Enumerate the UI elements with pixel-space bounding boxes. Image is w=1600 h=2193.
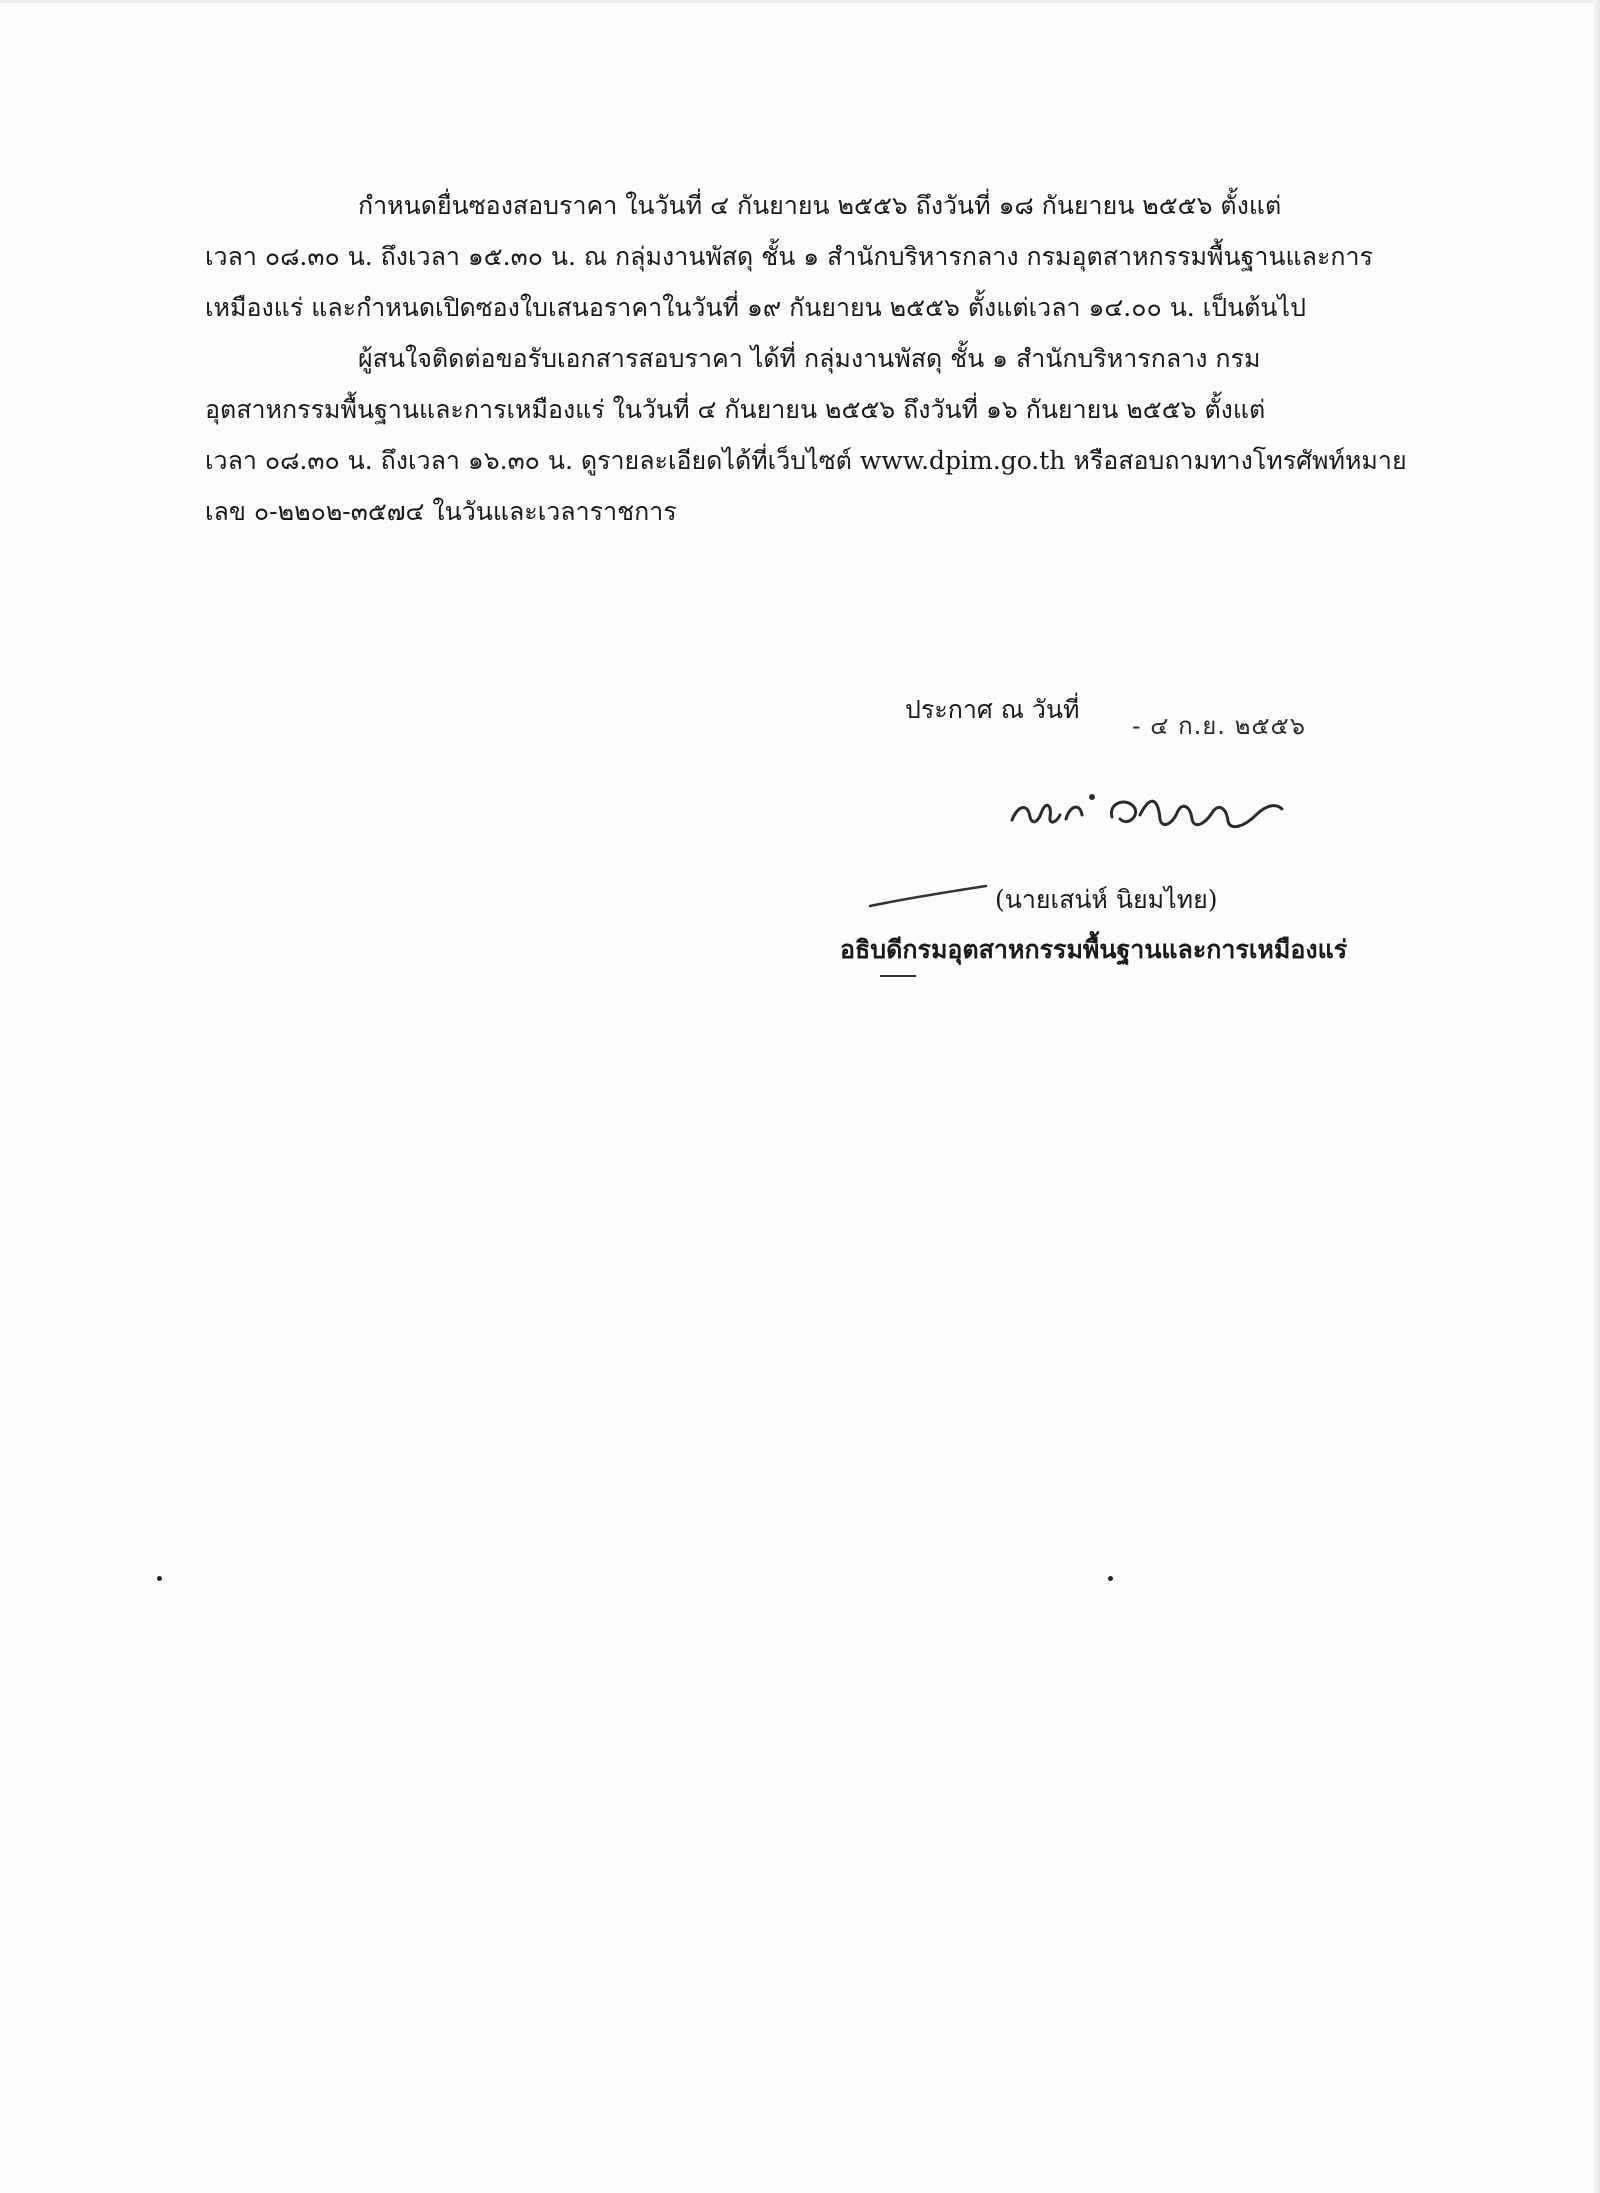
paragraph-2-line-2: อุตสาหกรรมพื้นฐานและการเหมืองแร่ ในวันที่ ๔ กันยายน ๒๕๕๖ ถึงวันที่ ๑๖ กันยายน ๒๕๕๖ ตั้งแต่: [205, 395, 1266, 424]
stamped-date: - ๔ ก.ย. ๒๕๕๖: [1132, 712, 1306, 740]
title-underline-mark: [880, 975, 916, 977]
scan-top-edge: [0, 0, 1600, 3]
paragraph-1-line-2: เวลา ๐๘.๓๐ น. ถึงเวลา ๑๕.๓๐ น. ณ กลุ่มงานพัสดุ ชั้น ๑ สำนักบริหารกลาง กรมอุตสาหกรรมพื้นฐานและการ: [205, 242, 1373, 271]
announcement-label: ประกาศ ณ วันที่: [905, 695, 1080, 724]
paragraph-1-line-1: กำหนดยื่นซองสอบราคา ในวันที่ ๔ กันยายน ๒๕๕๖ ถึงวันที่ ๑๘ กันยายน ๒๕๕๖ ตั้งแต่: [358, 191, 1282, 220]
signer-title: อธิบดีกรมอุตสาหกรรมพื้นฐานและการเหมืองแร่: [840, 935, 1348, 964]
paragraph-2-line-4: เลข ๐-๒๒๐๒-๓๕๗๔ ในวันและเวลาราชการ: [205, 497, 677, 526]
paragraph-1-line-3: เหมืองแร่ และกำหนดเปิดซองใบเสนอราคาในวันที่ ๑๙ กันยายน ๒๕๕๖ ตั้งแต่เวลา ๑๔.๐๐ น. เป็นต้นไป: [205, 293, 1306, 322]
scan-right-edge: [1594, 0, 1600, 2193]
paragraph-2-line-3: เวลา ๐๘.๓๐ น. ถึงเวลา ๑๖.๓๐ น. ดูรายละเอียดได้ที่เว็บไซต์ www.dpim.go.th หรือสอบถามทางโทรศัพท์หมาย: [205, 446, 1407, 475]
signer-name: (นายเสน่ห์ นิยมไทย): [995, 885, 1218, 914]
scan-speck: [1108, 1576, 1113, 1581]
scan-speck: [157, 1576, 162, 1581]
handwritten-signature: [1000, 775, 1290, 845]
signature-flourish: [868, 882, 988, 912]
body-text: [205, 180, 1405, 537]
paragraph-2-line-1: ผู้สนใจติดต่อขอรับเอกสารสอบราคา ได้ที่ กลุ่มงานพัสดุ ชั้น ๑ สำนักบริหารกลาง กรม: [358, 344, 1261, 373]
